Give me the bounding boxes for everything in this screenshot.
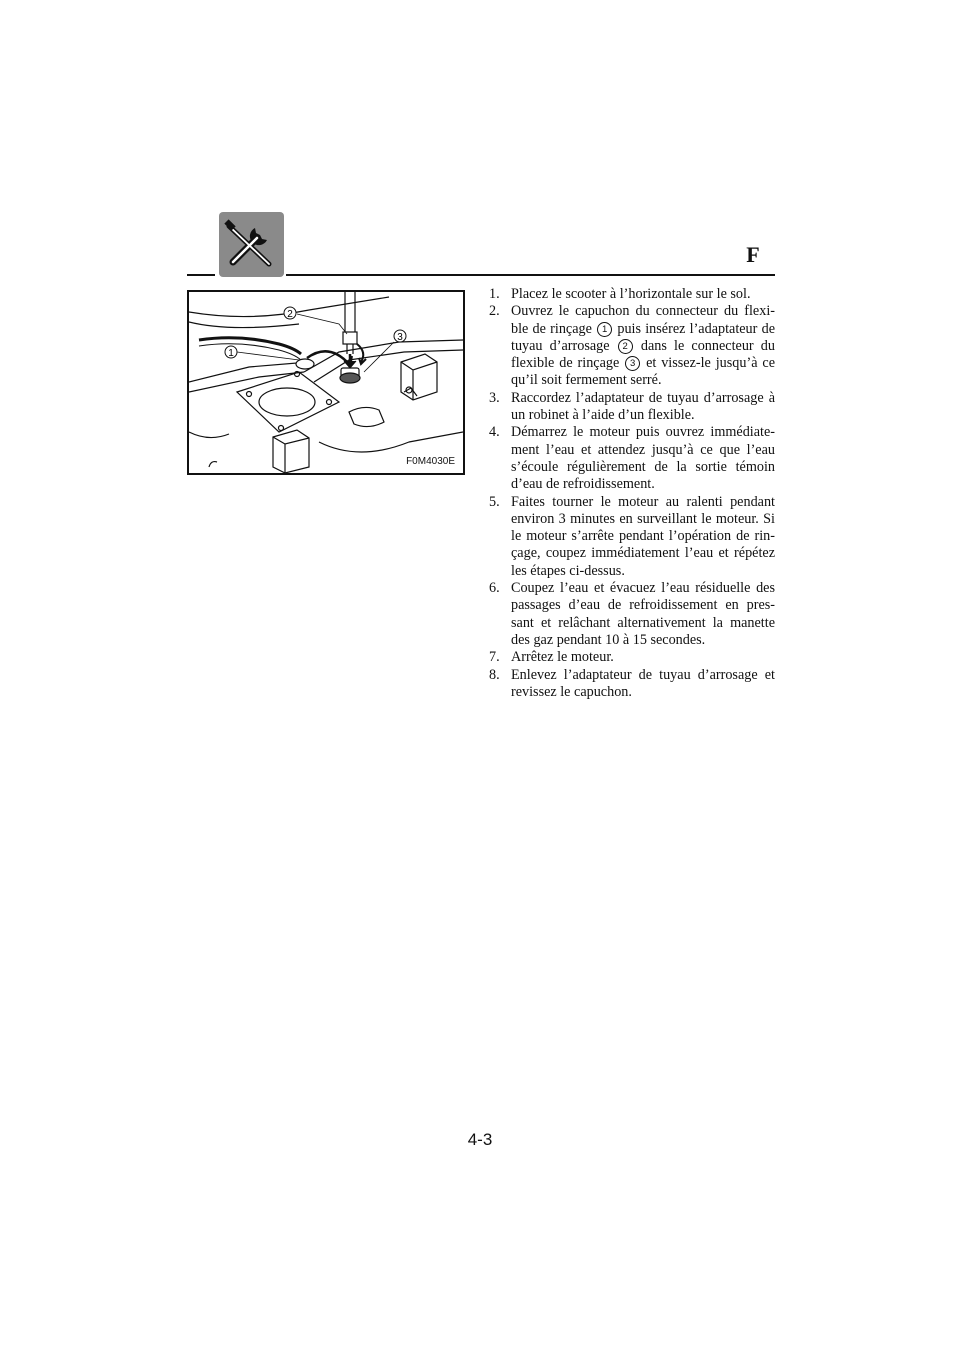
step-3 bbox=[489, 390, 775, 425]
maintenance-tools-icon bbox=[219, 212, 284, 277]
flushing-connector-illustration bbox=[187, 290, 465, 475]
step-text: Démarrez le moteur puis ouvrez immédiate-ment l’eau et attendez jusqu’à ce que l’eau s’écoule régulièrement de la sortie témoin d’eau de refroidissement. bbox=[511, 424, 775, 493]
callout-3: 3 bbox=[397, 332, 403, 343]
step-5 bbox=[489, 494, 775, 580]
step-text: Enlevez l’adaptateur de tuyau d’arrosage et revissez le capuchon. bbox=[511, 666, 775, 700]
step-text: Coupez l’eau et évacuez l’eau résiduelle des passages d’eau de refroidissement en pres-sant et relâchant alternativement la manette des gaz pendant 10 à 15 secondes. bbox=[511, 580, 775, 648]
step-number: 8. bbox=[489, 666, 500, 683]
step-number: 7. bbox=[489, 649, 500, 666]
step-number: 6. bbox=[489, 580, 500, 597]
step-text: et vissez-le jusqu’à ce qu’il soit fermement serré. bbox=[511, 355, 776, 389]
step-2 bbox=[489, 303, 775, 389]
step-4 bbox=[489, 424, 775, 493]
step-8 bbox=[489, 667, 775, 702]
step-text: Ouvrez le capuchon du connecteur du flexi-ble de rinçage bbox=[511, 303, 775, 337]
step-number: 2. bbox=[489, 303, 500, 320]
header-rule-left bbox=[187, 274, 215, 276]
callout-ref-2: 2 bbox=[618, 339, 633, 354]
step-number: 3. bbox=[489, 389, 500, 406]
figure-code: F0M4030E bbox=[406, 456, 455, 467]
step-number: 4. bbox=[489, 424, 500, 441]
callout-2: 2 bbox=[287, 309, 293, 320]
callout-ref-3: 3 bbox=[625, 356, 640, 371]
step-text: Arrêtez le moteur. bbox=[511, 649, 614, 666]
step-1 bbox=[489, 286, 775, 303]
step-text: Placez le scooter à l’horizontale sur le sol. bbox=[511, 286, 751, 302]
flushing-steps-list bbox=[489, 286, 775, 701]
step-number: 5. bbox=[489, 493, 500, 510]
step-text: Raccordez l’adaptateur de tuyau d’arrosage à un robinet à l’aide d’un flexible. bbox=[511, 389, 775, 424]
step-7 bbox=[489, 649, 775, 666]
step-6 bbox=[489, 580, 775, 649]
step-text: dans le connecteur du flexible de rinçage bbox=[511, 337, 775, 372]
header-rule-right bbox=[286, 274, 775, 276]
step-number: 1. bbox=[489, 286, 500, 302]
step-text: puis insérez l’adaptateur de tuyau d’arrosage bbox=[511, 320, 775, 354]
callout-ref-1: 1 bbox=[597, 322, 612, 337]
page-number: 4-3 bbox=[467, 1130, 493, 1149]
step-text: Faites tourner le moteur au ralenti pendant environ 3 minutes en surveillant le moteur. Si le moteur s’arrête pendant l’opération de rin-çage, coupez immédiatement l’eau et répétez les étapes ci-dessus. bbox=[511, 493, 775, 579]
language-indicator: F bbox=[746, 242, 760, 267]
callout-1: 1 bbox=[228, 348, 234, 359]
